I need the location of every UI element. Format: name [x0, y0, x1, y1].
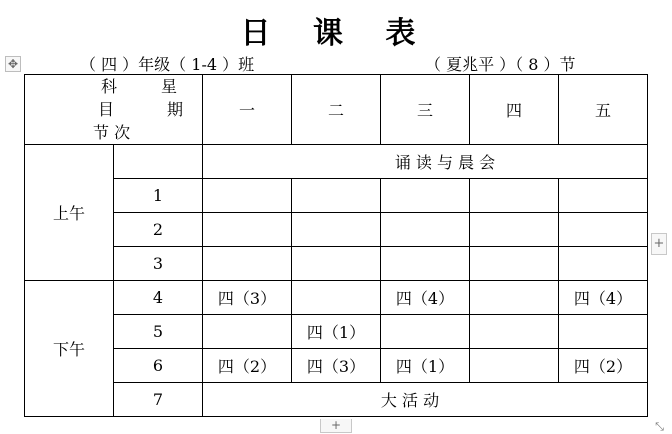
table-cell[interactable]: 四（4）	[381, 281, 470, 315]
table-row	[25, 281, 648, 315]
table-cell[interactable]	[559, 315, 648, 349]
table-cell[interactable]: 四（2）	[203, 349, 292, 383]
table-row	[25, 213, 648, 247]
table-row	[25, 315, 648, 349]
header-day-char: 星	[161, 77, 178, 96]
table-cell[interactable]: 四（3）	[292, 349, 381, 383]
period-number[interactable]: 4	[114, 281, 203, 315]
morning-activity-cell[interactable]: 诵 读 与 晨 会	[203, 145, 648, 179]
table-cell[interactable]	[470, 247, 559, 281]
day-header[interactable]: 一	[203, 75, 292, 145]
header-day-char: 期	[167, 100, 184, 119]
table-cell[interactable]	[381, 315, 470, 349]
table-cell[interactable]	[470, 349, 559, 383]
table-cell[interactable]	[203, 213, 292, 247]
table-row	[25, 179, 648, 213]
period-number[interactable]: 3	[114, 247, 203, 281]
table-cell[interactable]	[470, 315, 559, 349]
add-row-button[interactable]	[320, 419, 352, 433]
table-row	[25, 383, 648, 417]
table-cell[interactable]	[559, 247, 648, 281]
day-header[interactable]: 三	[381, 75, 470, 145]
day-header[interactable]: 二	[292, 75, 381, 145]
period-number[interactable]: 6	[114, 349, 203, 383]
period-number[interactable]: 2	[114, 213, 203, 247]
table-cell[interactable]	[470, 281, 559, 315]
table-cell[interactable]	[292, 179, 381, 213]
teacher-period-label: （ 夏兆平 ）（ 8 ）节	[425, 55, 576, 74]
header-subject-char: 科	[101, 77, 118, 96]
table-cell[interactable]: 四（4）	[559, 281, 648, 315]
day-header[interactable]: 五	[559, 75, 648, 145]
period-number[interactable]: 5	[114, 315, 203, 349]
table-row	[25, 247, 648, 281]
period-number[interactable]	[114, 145, 203, 179]
move-icon: ✥	[7, 57, 19, 71]
table-cell[interactable]: 四（1）	[292, 315, 381, 349]
afternoon-label[interactable]: 下午	[25, 281, 114, 417]
table-cell[interactable]	[203, 315, 292, 349]
table-row	[25, 145, 648, 179]
table-cell[interactable]	[292, 213, 381, 247]
header-subject-char: 目	[98, 100, 115, 119]
resize-icon: ⤡	[655, 420, 664, 433]
period-number[interactable]: 1	[114, 179, 203, 213]
table-cell[interactable]	[381, 213, 470, 247]
table-cell[interactable]	[470, 179, 559, 213]
table-cell[interactable]	[381, 247, 470, 281]
table-row	[25, 349, 648, 383]
table-cell[interactable]	[292, 247, 381, 281]
table-cell[interactable]: 四（2）	[559, 349, 648, 383]
big-activity-cell[interactable]: 大 活 动	[203, 383, 648, 417]
schedule-table	[24, 74, 648, 417]
header-period-label: 节 次	[93, 123, 131, 142]
table-cell[interactable]	[203, 247, 292, 281]
header-row	[25, 75, 648, 145]
page-title: 日 课 表	[240, 16, 432, 51]
table-cell[interactable]	[470, 213, 559, 247]
table-cell[interactable]	[559, 213, 648, 247]
table-cell[interactable]	[559, 179, 648, 213]
table-cell[interactable]	[203, 179, 292, 213]
grade-class-label: （ 四 ）年级（ 1-4 ）班	[80, 55, 255, 74]
table-move-handle[interactable]	[5, 56, 21, 72]
table-cell[interactable]	[292, 281, 381, 315]
day-header[interactable]: 四	[470, 75, 559, 145]
table-cell[interactable]: 四（1）	[381, 349, 470, 383]
morning-label[interactable]: 上午	[25, 145, 114, 281]
add-column-button[interactable]	[651, 233, 667, 255]
plus-icon: +	[653, 236, 665, 251]
table-resize-handle[interactable]	[653, 420, 666, 433]
plus-icon: +	[330, 418, 342, 432]
period-number[interactable]: 7	[114, 383, 203, 417]
table-cell[interactable]	[381, 179, 470, 213]
header-corner-cell[interactable]	[25, 75, 203, 145]
table-cell[interactable]: 四（3）	[203, 281, 292, 315]
